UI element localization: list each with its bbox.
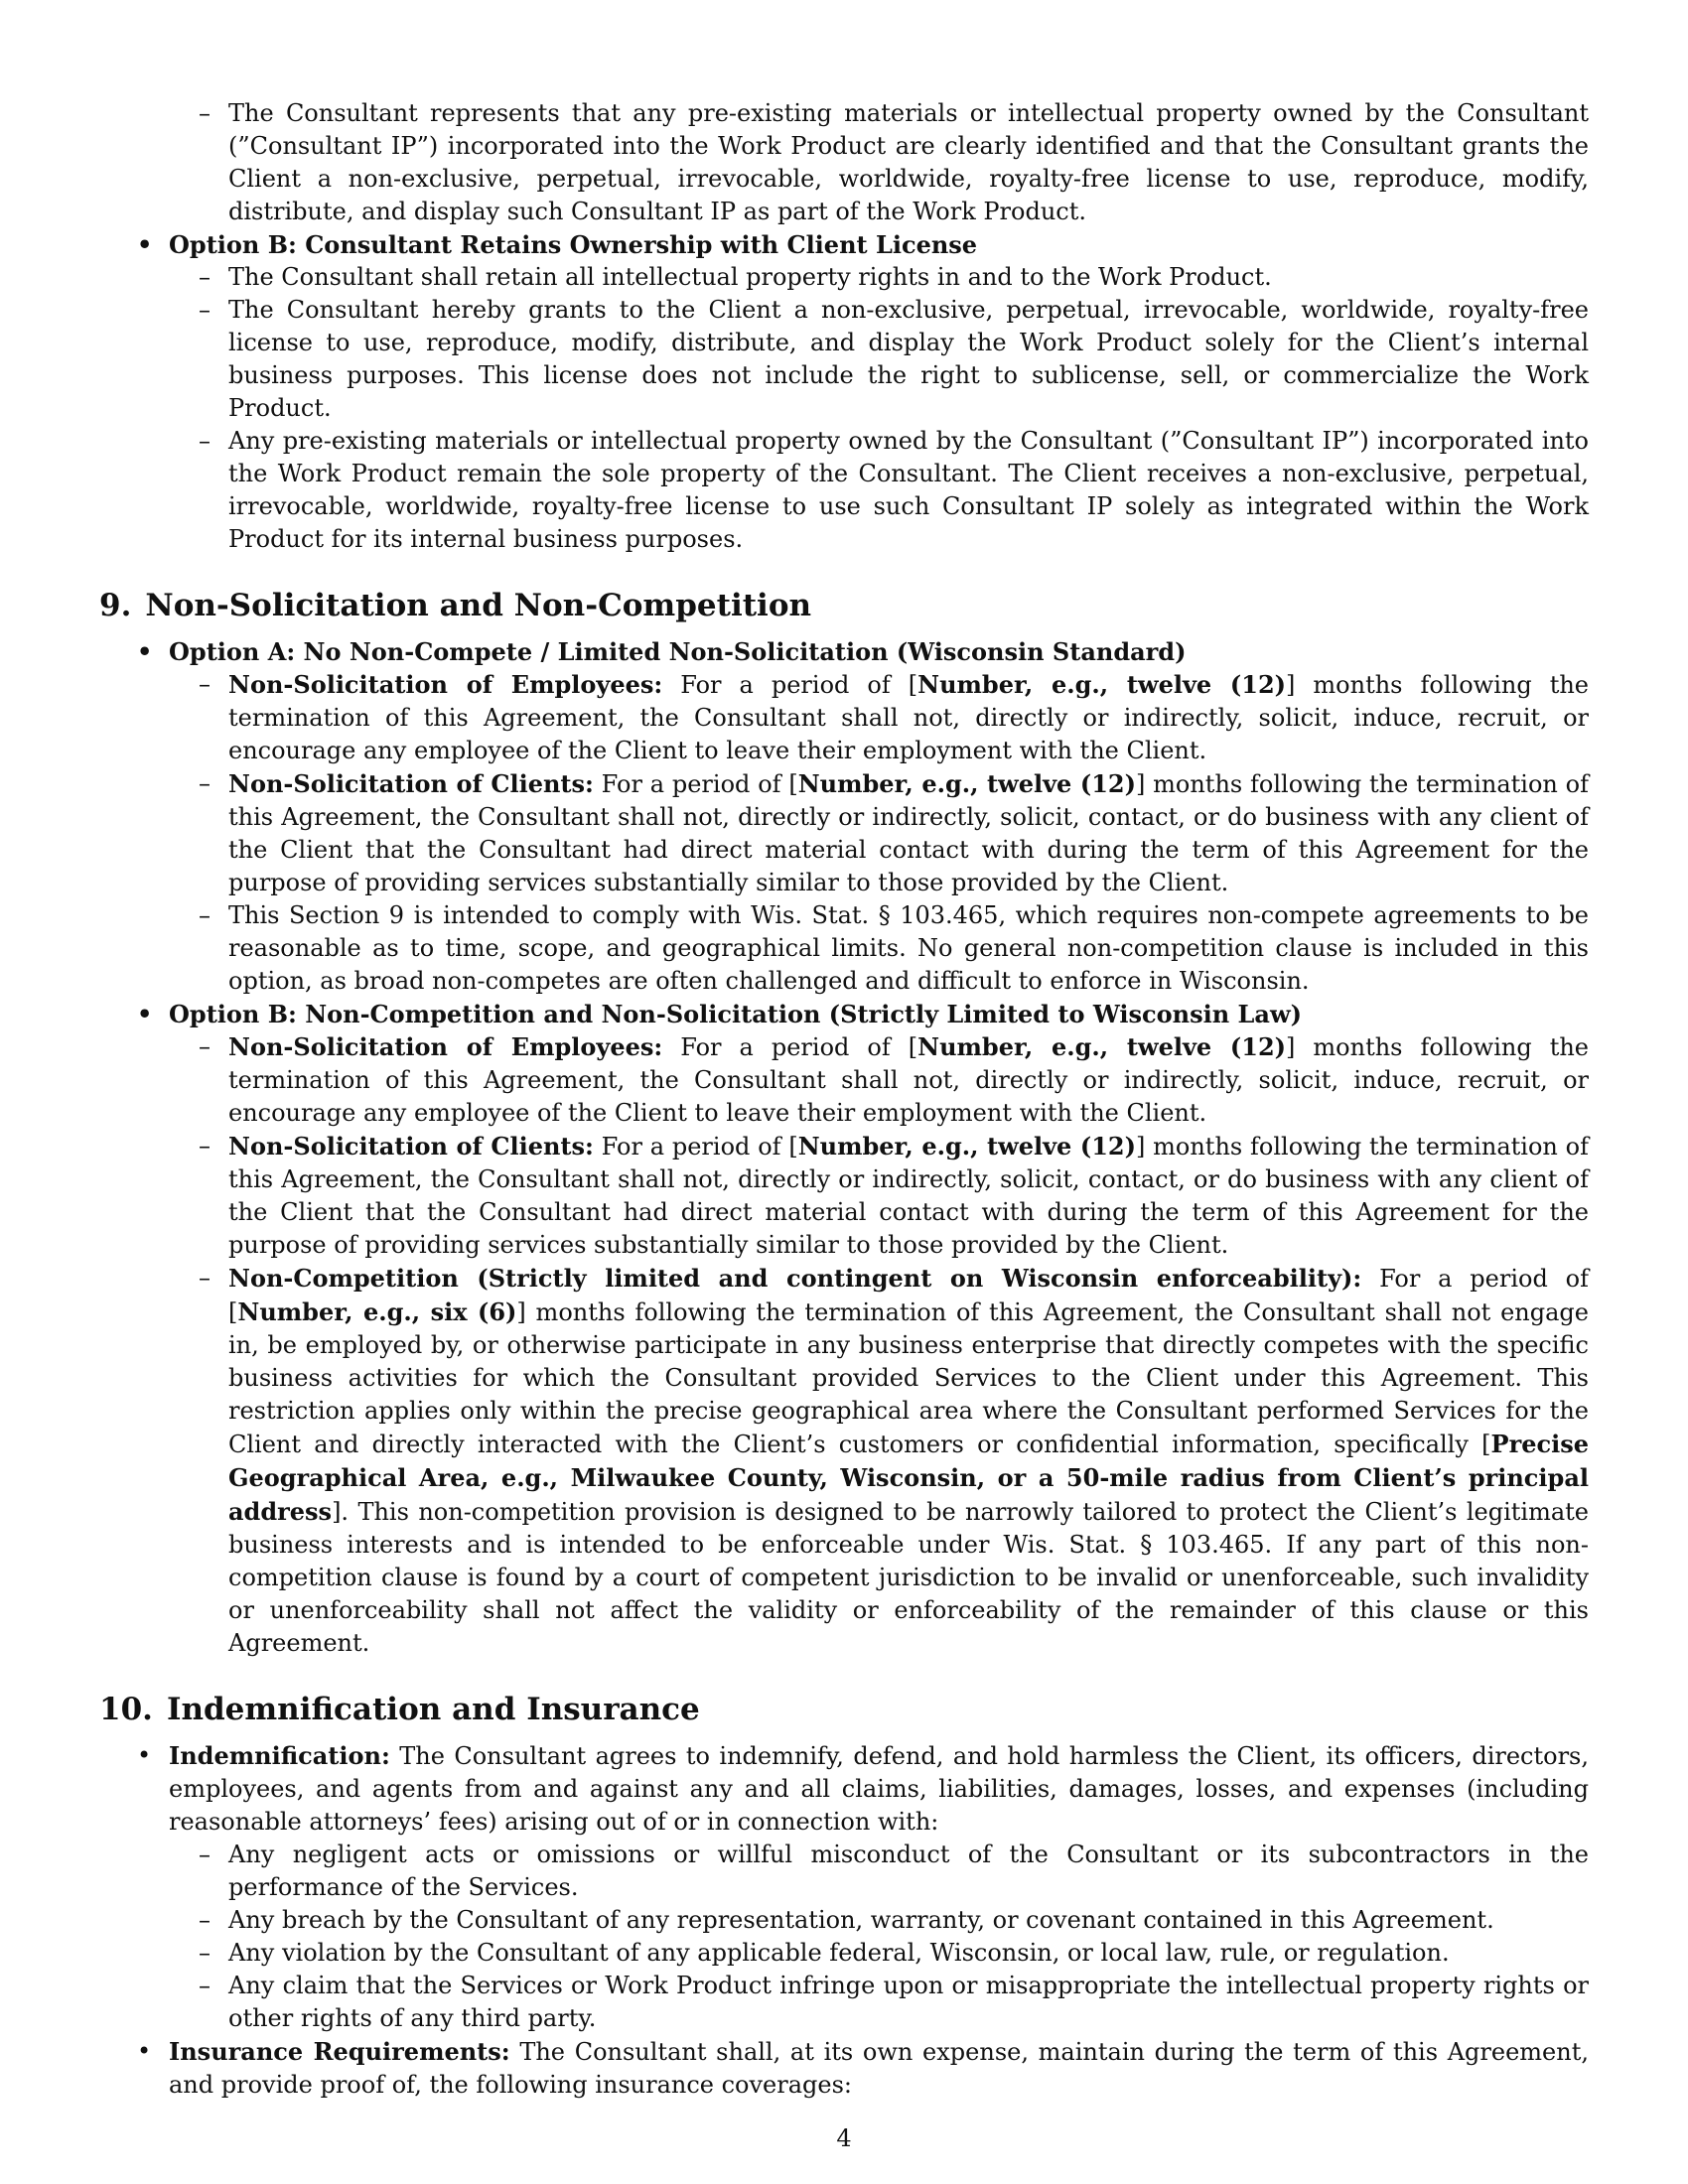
list-item: – The Consultant hereby grants to the Client a non-exclusive, perpetual, irrevocable, worldwide, royalty-free license to use, reproduce, modify, distribute, and display the Work Product solely for the Client’s internal business purposes. This license does not include the right to sublicense, sell, or commercialize the Work Product. xyxy=(99,294,1589,425)
section-title: Non-Solicitation and Non-Competition xyxy=(145,588,812,623)
list-item: – Any breach by the Consultant of any representation, warranty, or covenant contained in this Agreement. xyxy=(99,1904,1589,1937)
option-heading: • Option B: Non-Competition and Non-Solicitation (Strictly Limited to Wisconsin Law) xyxy=(99,998,1589,1030)
page-number: 4 xyxy=(836,2124,852,2152)
carryover-list xyxy=(99,97,1589,228)
list-item: – Non-Solicitation of Employees: For a period of [Number, e.g., twelve (12)] months following the termination of this Agreement, the Consultant shall not, directly or indirectly, solicit, induce, recruit, or encourage any employee of the Client to leave their employment with the Client. xyxy=(99,668,1589,767)
list-item: – Any claim that the Services or Work Product infringe upon or misappropriate the intellectual property rights or other rights of any third party. xyxy=(99,1970,1589,2035)
list-item: – Any pre-existing materials or intellectual property owned by the Consultant (”Consultant IP”) incorporated into the Work Product remain the sole property of the Consultant. The Client receives a non-exclusive, perpetual, irrevocable, worldwide, royalty-free license to use such Consultant IP solely as integrated within the Work Product for its internal business purposes. xyxy=(99,425,1589,556)
list-item: – Non-Competition (Strictly limited and contingent on Wisconsin enforceability): For a period of [Number, e.g., six (6)] months following the termination of this Agreement, the Consultant shall not engage in, be employed by, or otherwise participate in any business enterprise that directly competes with the specific business activities for which the Consultant provided Services to the Client under this Agreement. This restriction applies only within the precise geographical area where the Consultant performed Services for the Client and directly interacted with the Client’s customers or confidential information, specifically [Precise Geographical Area, e.g., Milwaukee County, Wisconsin, or a 50-mile radius from Client’s principal address]. This non-competition provision is designed to be narrowly tailored to protect the Client’s legitimate business interests and is intended to be enforceable under Wis. Stat. § 103.465. If any part of this non-competition clause is found by a court of competent jurisdiction to be invalid or unenforceable, such invalidity or unenforceability shall not affect the validity or enforceability of the remainder of this clause or this Agreement. xyxy=(99,1262,1589,1660)
section9-options xyxy=(99,635,1589,1660)
list-item: – Non-Solicitation of Clients: For a period of [Number, e.g., twelve (12)] months following the termination of this Agreement, the Consultant shall not, directly or indirectly, solicit, contact, or do business with any client of the Client that the Consultant had direct material contact with during the term of this Agreement for the purpose of providing services substantially similar to those provided by the Client. xyxy=(99,767,1589,899)
section8-options xyxy=(99,228,1589,556)
section-9-heading xyxy=(99,586,1589,625)
option-a xyxy=(99,635,1589,998)
section-number: 9. xyxy=(99,588,132,623)
option-b-ownership xyxy=(99,228,1589,556)
section10-items xyxy=(99,1739,1589,2102)
list-item: – The Consultant shall retain all intellectual property rights in and to the Work Product. xyxy=(99,261,1589,294)
section-title: Indemnification and Insurance xyxy=(166,1692,700,1727)
page-content xyxy=(99,97,1589,2102)
list-item: – This Section 9 is intended to comply with Wis. Stat. § 103.465, which requires non-compete agreements to be reasonable as to time, scope, and geographical limits. No general non-competition clause is included in this option, as broad non-competes are often challenged and difficult to enforce in Wisconsin. xyxy=(99,899,1589,998)
section-10-heading xyxy=(99,1690,1589,1729)
list-item: – The Consultant represents that any pre-existing materials or intellectual property owned by the Consultant (”Consultant IP”) incorporated into the Work Product are clearly identified and that the Consultant grants the Client a non-exclusive, perpetual, irrevocable, worldwide, royalty-free license to use, reproduce, modify, distribute, and display such Consultant IP as part of the Work Product. xyxy=(99,97,1589,228)
list-item: – Any negligent acts or omissions or willful misconduct of the Consultant or its subcontractors in the performance of the Services. xyxy=(99,1839,1589,1904)
list-item: – Non-Solicitation of Clients: For a period of [Number, e.g., twelve (12)] months following the termination of this Agreement, the Consultant shall not, directly or indirectly, solicit, contact, or do business with any client of the Client that the Consultant had direct material contact with during the term of this Agreement for the purpose of providing services substantially similar to those provided by the Client. xyxy=(99,1130,1589,1262)
option-heading: • Option B: Consultant Retains Ownership with Client License xyxy=(99,228,1589,261)
option-heading: • Option A: No Non-Compete / Limited Non-Solicitation (Wisconsin Standard) xyxy=(99,635,1589,668)
list-item: – Any violation by the Consultant of any applicable federal, Wisconsin, or local law, rule, or regulation. xyxy=(99,1937,1589,1970)
section-number: 10. xyxy=(99,1692,153,1727)
list-item: – Non-Solicitation of Employees: For a period of [Number, e.g., twelve (12)] months following the termination of this Agreement, the Consultant shall not, directly or indirectly, solicit, induce, recruit, or encourage any employee of the Client to leave their employment with the Client. xyxy=(99,1030,1589,1130)
insurance-requirements: • Insurance Requirements: The Consultant shall, at its own expense, maintain during the term of this Agreement, and provide proof of, the following insurance coverages: xyxy=(99,2035,1589,2102)
option-b xyxy=(99,998,1589,1660)
indemnification: • Indemnification: The Consultant agrees to indemnify, defend, and hold harmless the Client, its officers, directors, employees, and agents from and against any and all claims, liabilities, damages, losses, and expenses (including reasonable attorneys’ fees) arising out of or in connection with: – Any negligent acts or omissions or willful misconduct of the Consultant or its subcontractors in the performance of the Services. – Any breach by the Consultant of any representation, warranty, or covenant contained in this Agreement. – Any violation by the Consultant of any applicable federal, Wisconsin, or local law, rule, or regulation. – Any claim that the Services or Work Product infringe upon or misappropriate the intellectual property rights or other rights of any third party. xyxy=(99,1739,1589,2035)
